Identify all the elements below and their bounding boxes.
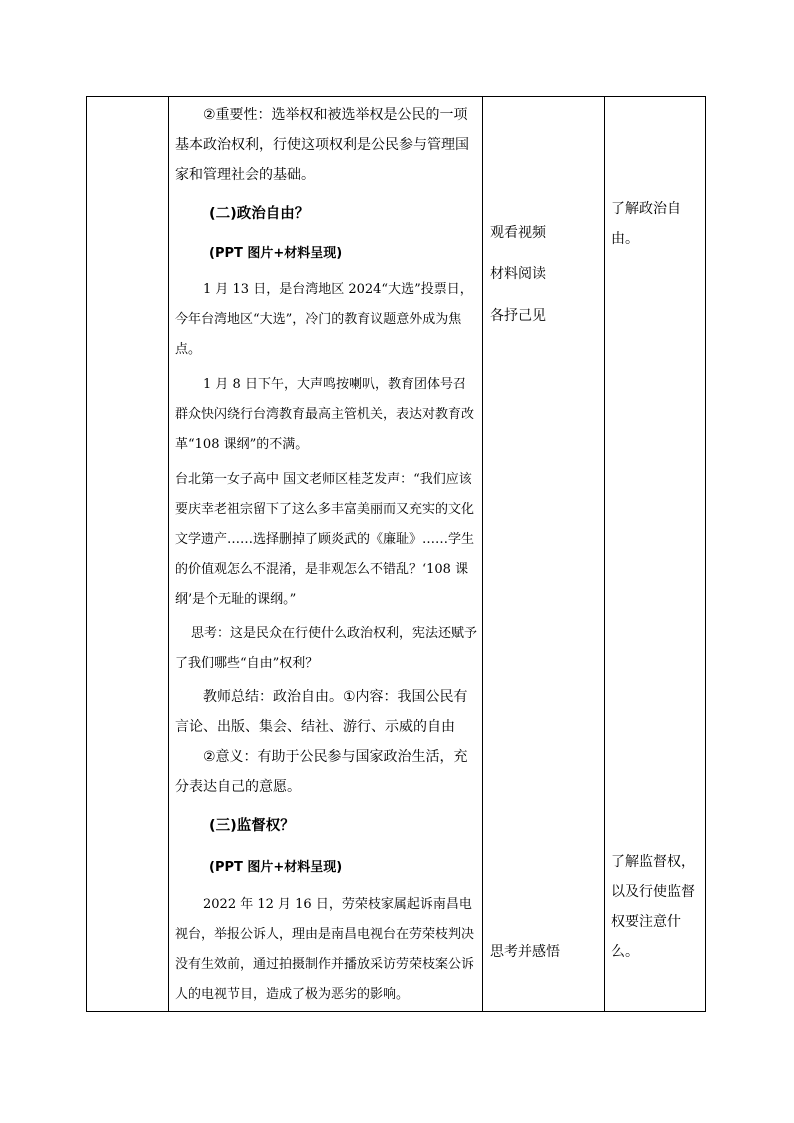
lesson-table: [86, 96, 706, 1012]
material-paragraph: 台北第一女子高中 国文老师区桂芝发声：“我们应该要庆幸老祖宗留下了这么多丰富美丽而又充实的文化文学遗产……选择删掉了顾炎武的《廉耻》……学生的价值观怎么不混淆，是非观怎么不错乱？‘108 课纲’是个无耻的课纲。”: [175, 472, 475, 607]
teacher-summary: 教师总结：政治自由。①内容：我国公民有言论、出版、集会、结社、游行、示威的自由: [175, 689, 468, 735]
student-activity: 思考并感悟: [490, 944, 560, 960]
student-activity: 各抒己见: [490, 308, 546, 324]
student-activity: 观看视频: [490, 225, 546, 241]
design-intent: 了解政治自由。: [611, 201, 681, 247]
student-activity: 材料阅读: [490, 266, 546, 282]
significance-paragraph: ②意义：有助于公民参与国家政治生活，充分表达自己的意愿。: [175, 749, 468, 795]
design-intent: 了解监督权，以及行使监督权要注意什么。: [611, 854, 695, 960]
section-heading-political-freedom: (二)政治自由？: [209, 206, 310, 222]
material-paragraph: 2022 年 12 月 16 日，劳荣枝家属起诉南昌电视台，举报公诉人，理由是南昌电视台在劳荣枝判决没有生效前，通过拍摄制作并播放采访劳荣枝案公诉人的电视节目，造成了极为恶劣的影响。: [175, 897, 475, 1002]
material-paragraph: 1 月 8 日下午，大声鸣按喇叭，教育团体号召群众快闪绕行台湾教育最高主管机关，表达对教育改革“108 课纲”的不满。: [175, 377, 475, 452]
ppt-note: (PPT 图片+材料呈现): [209, 246, 343, 261]
material-paragraph: 1 月 13 日，是台湾地区 2024“大选”投票日，今年台湾地区“大选”，冷门的教育议题意外成为焦点。: [175, 282, 473, 357]
thinking-question: 思考：这是民众在行使什么政治权利，宪法还赋予了我们哪些“自由”权利？: [175, 626, 478, 671]
importance-paragraph: ②重要性：选举权和被选举权是公民的一项基本政治权利，行使这项权利是公民参与管理国家和管理社会的基础。: [175, 107, 469, 183]
section-heading-supervision: (三)监督权？: [209, 818, 295, 834]
ppt-note: (PPT 图片+材料呈现): [209, 860, 343, 875]
